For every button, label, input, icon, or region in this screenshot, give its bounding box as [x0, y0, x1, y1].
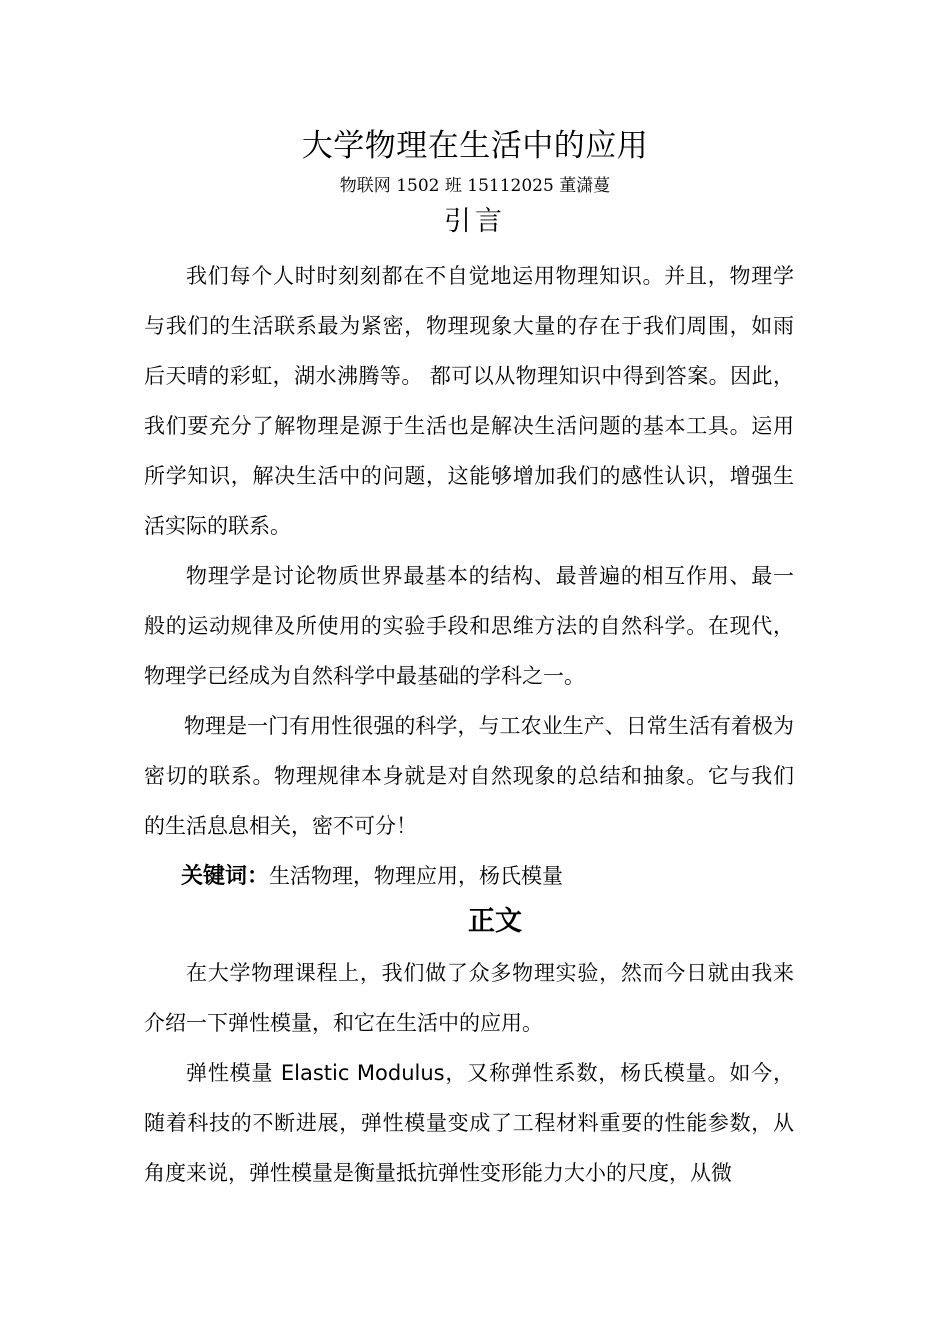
- document-title: 大学物理在生活中的应用: [301, 128, 649, 164]
- intro-paragraph-1: 我们每个人时时刻刻都在不自觉地运用物理知识。并且，物理学与我们的生活联系最为紧密，物理现象大量的存在于我们周围，如雨后天晴的彩虹，湖水沸腾等。 都可以从物理知识中得到答案。因此，我们要充分了解物理是源于生活也是解决生活问题的基本工具。运用所学知识，解决生活中的问题，这能够增加我们的感性认识，增强生活实际的联系。: [144, 264, 794, 538]
- main-section: [144, 948, 794, 1198]
- intro-paragraph-2: 物理学是讨论物质世界最基本的结构、最普遍的相互作用、最一般的运动规律及所使用的实验手段和思维方法的自然科学。在现代，物理学已经成为自然科学中最基础的学科之一。: [144, 564, 794, 688]
- keywords-text: 生活物理，物理应用，杨氏模量: [269, 864, 564, 888]
- keywords-label: 关键词：: [181, 864, 270, 889]
- intro-paragraph-3: 物理是一门有用性很强的科学，与工农业生产、日常生活有着极为密切的联系。物理规律本身就是对自然现象的总结和抽象。它与我们的生活息息相关，密不可分！: [144, 714, 794, 838]
- keywords-line: [144, 851, 794, 902]
- main-paragraph-1: 在大学物理课程上，我们做了众多物理实验，然而今日就由我来介绍一下弹性模量，和它在生活中的应用。: [144, 961, 794, 1035]
- main-heading: 正文: [468, 906, 522, 937]
- intro-section: [144, 251, 794, 902]
- main-paragraph-2: 弹性模量 Elastic Modulus，又称弹性系数，杨氏模量。如今，随着科技的不断进展，弹性模量变成了工程材料重要的性能参数，从角度来说，弹性模量是衡量抵抗弹性变形能力大小的尺度，从微: [144, 1061, 794, 1185]
- intro-heading: 引言: [444, 206, 506, 237]
- author-line: 物联网 1502 班 15112025 董潇蔓: [339, 176, 611, 196]
